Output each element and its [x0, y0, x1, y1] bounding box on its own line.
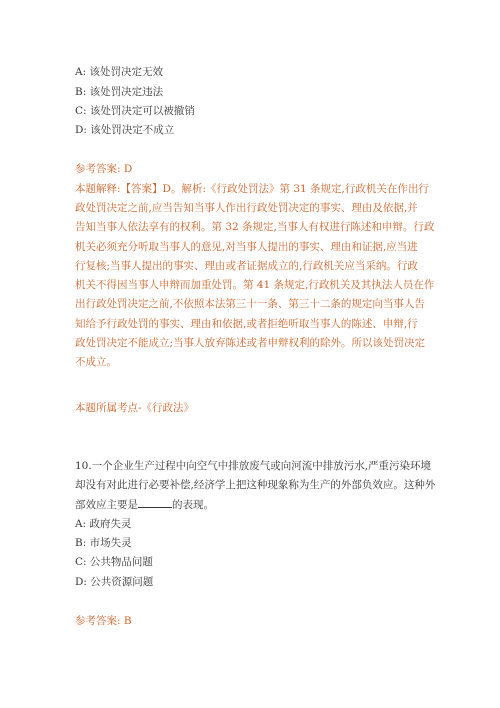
- answer-blank: [138, 497, 172, 508]
- q10-option-d: D: 公共资源问题: [75, 576, 154, 588]
- q10-stem-text: 部效应主要是: [75, 499, 138, 511]
- q9-topic: 本题所属考点-《行政法》: [75, 402, 195, 414]
- q10-stem-line-with-blank: [75, 497, 214, 512]
- q9-explanation-line: 不成立。: [75, 356, 117, 368]
- q10-option-b: B: 市场失灵: [75, 537, 132, 549]
- q10-stem-line: 10.一个企业生产过程中向空气中排放废气或向河流中排放污水,严重污染环境: [75, 460, 432, 472]
- q10-answer: 参考答案: B: [75, 615, 132, 627]
- q9-explanation-line: 政处罚决定不能成立;当事人放弃陈述或者申辩权利的除外。所以该处罚决定: [75, 337, 426, 349]
- q9-option-c: C: 该处罚决定可以被撤销: [75, 105, 195, 117]
- q10-option-a: A: 政府失灵: [75, 518, 132, 530]
- q9-option-a: A: 该处罚决定无效: [75, 66, 163, 78]
- q9-explanation-line: 政处罚决定之前,应当告知当事人作出行政处罚决定的事实、理由及依据,并: [75, 202, 418, 214]
- q9-explanation-line: 机关必须充分听取当事人的意见,对当事人提出的事实、理由和证据,应当进: [75, 241, 418, 253]
- q10-stem-line: 却没有对此进行必要补偿,经济学上把这种现象称为生产的外部负效应。这种外: [75, 479, 436, 491]
- q9-explanation-line: 机关不得因当事人申辩而加重处罚。第 41 条规定,行政机关及其执法人员在作: [75, 279, 435, 291]
- q9-explanation-line: 知给予行政处罚的事实、理由和依据,或者拒绝听取当事人的陈述、申辩,行: [75, 318, 418, 330]
- q9-option-b: B: 该处罚决定违法: [75, 86, 164, 98]
- q10-option-c: C: 公共物品问题: [75, 556, 153, 568]
- q9-answer: 参考答案: D: [75, 163, 133, 175]
- q10-stem-text: 的表现。: [172, 499, 214, 511]
- q9-explanation-line: 告知当事人依法享有的权利。第 32 条规定,当事人有权进行陈述和申辩。行政: [75, 221, 435, 233]
- q9-explanation-line: 本题解释:【答案】D。解析:《行政处罚法》第 31 条规定,行政机关在作出行: [75, 183, 429, 195]
- q9-option-d: D: 该处罚决定不成立: [75, 124, 175, 136]
- q9-explanation-line: 出行政处罚决定之前,不依照本法第三十一条、第三十二条的规定向当事人告: [75, 298, 425, 310]
- q9-explanation-line: 行复核;当事人提出的事实、理由或者证据成立的,行政机关应当采纳。行政: [75, 260, 418, 272]
